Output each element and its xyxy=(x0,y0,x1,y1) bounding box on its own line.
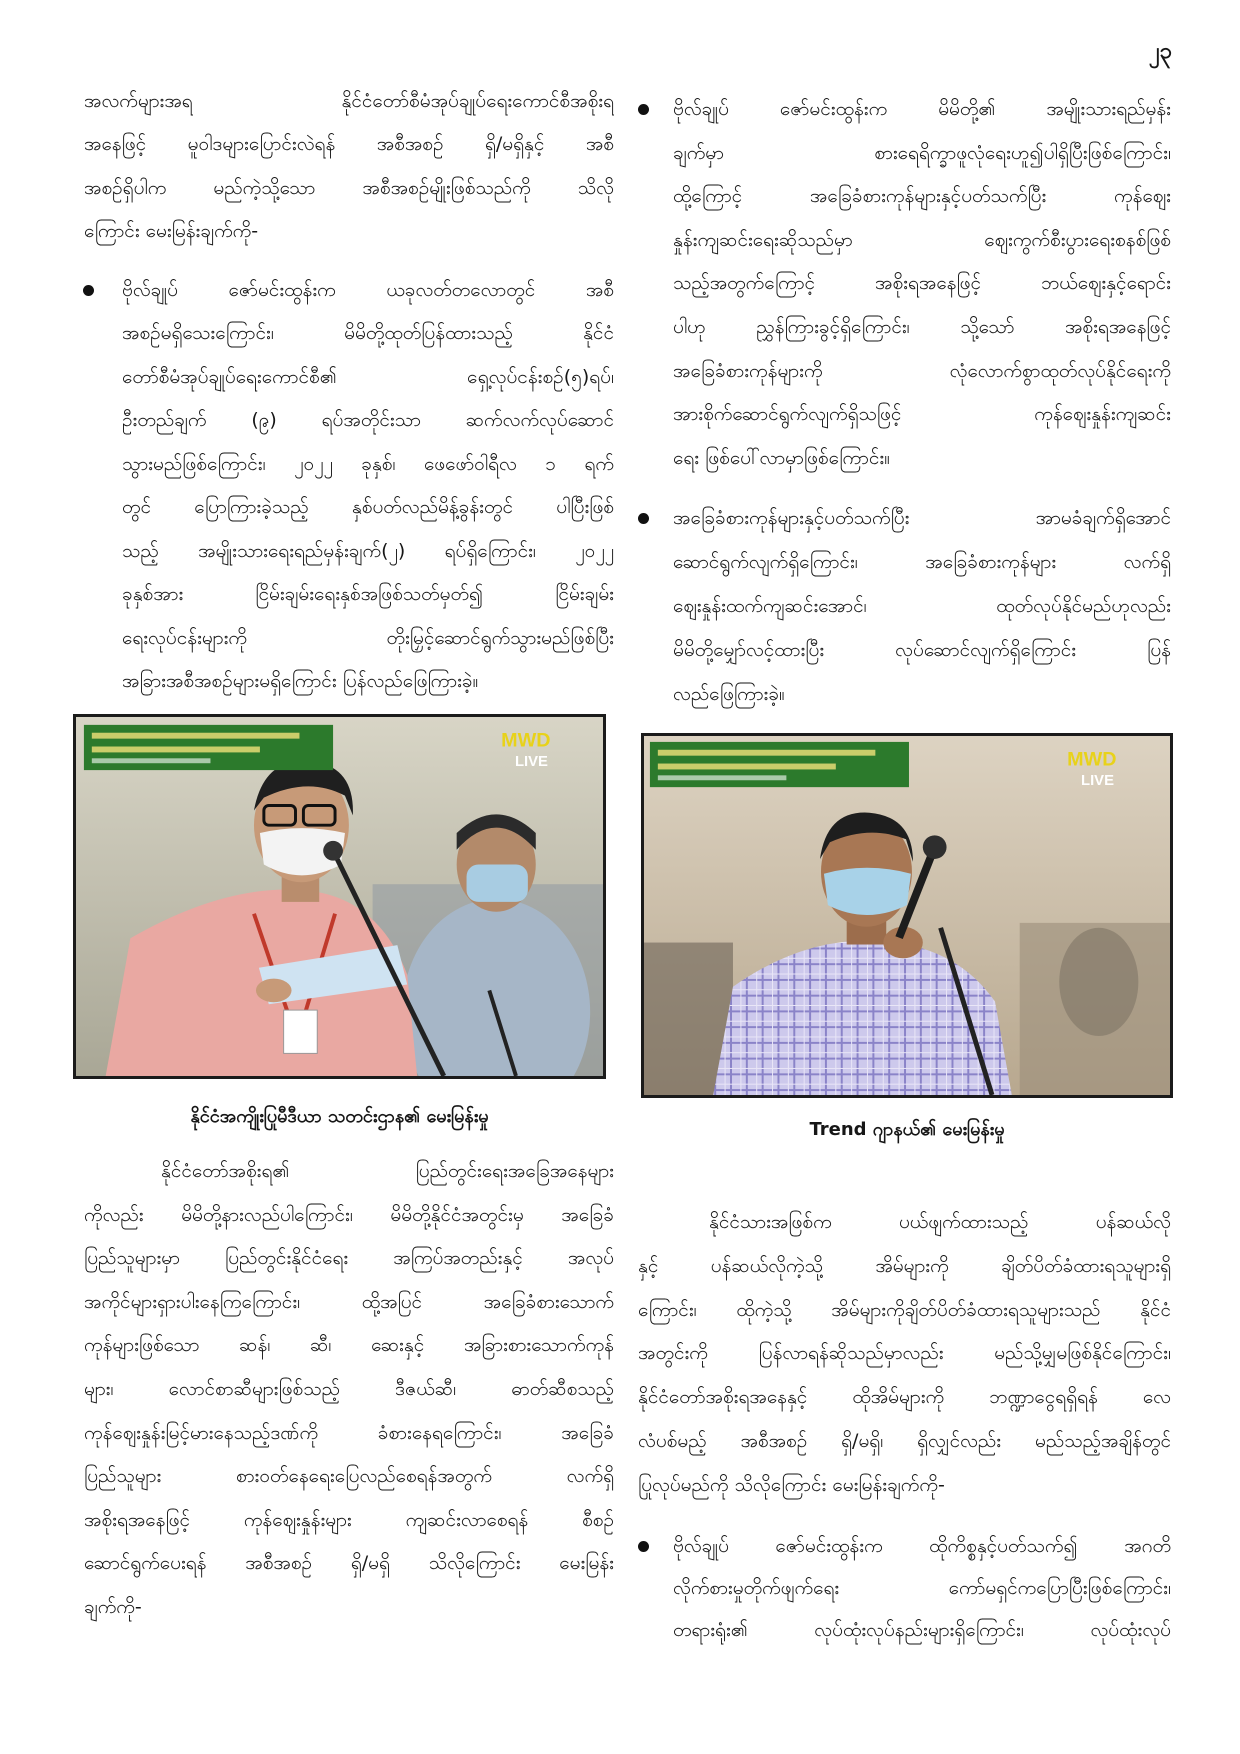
text-line: သည့် အမျိုးသားရေးရည်မှန်းချက်(၂) ရပ်ရှိကြောင်း၊ ၂၀၂၂ xyxy=(122,540,614,562)
text-line: ချက်ကို- xyxy=(84,1596,142,1618)
text-line: လိုက်စားမှုတိုက်ဖျက်ရေး ကော်မရှင်ကပြောပြီးဖြစ်ကြောင်း၊ xyxy=(673,1577,1171,1599)
text-line: သည့်အတွက်ကြောင့် အစိုးရအနေဖြင့် ဘယ်ဈေးနှင့်ရောင်း xyxy=(673,272,1171,294)
text-line: အခြားအစီအစဉ်များမရှိကြောင်း ပြန်လည်ဖြေကြားခဲ့။ xyxy=(122,670,479,692)
photo-caption: နိုင်ငံအကျိုးပြုမီဒီယာ သတင်းဌာန၏ မေးမြန်းမှု xyxy=(190,1106,489,1127)
text-line: နှုန်းကျဆင်းရေးဆိုသည်မှာ ဈေးကွက်စီးပွားရေးစနစ်ဖြစ် xyxy=(673,229,1171,251)
text-line: တရားရုံး၏ လုပ်ထုံးလုပ်နည်းများရှိကြောင်း၊ လုပ်ထုံးလုပ် xyxy=(673,1619,1171,1641)
text-line: သွားမည်ဖြစ်ကြောင်း၊ ၂၀၂၂ ခုနှစ်၊ ဖေဖော်ဝါရီလ ၁ ရက် xyxy=(122,453,614,475)
press-photo-right xyxy=(641,733,1173,1098)
id-badge xyxy=(284,1010,318,1053)
text-line: ပါဟု ညွှန်ကြားခွင့်ရှိကြောင်း၊ သို့သော် အစိုးရအနေဖြင့် xyxy=(673,316,1171,338)
text-line: နိုင်ငံတော်အစိုးရ၏ ပြည်တွင်းရေးအခြေအနေများ xyxy=(161,1160,614,1182)
text-line: မိမိတို့မျှော်လင့်ထားပြီး လုပ်ဆောင်လျက်ရှိကြောင်း ပြန် xyxy=(673,639,1171,661)
text-line: အခြေခံစားကုန်များကို လုံလောက်စွာထုတ်လုပ်နိုင်ရေးကို xyxy=(673,360,1171,382)
photo-caption: Trend ဂျာနယ်၏ မေးမြန်းမှု xyxy=(809,1119,1005,1140)
microphone-icon xyxy=(923,835,947,859)
text-line: ဆောင်ရွက်ပေးရန် အစီအစဉ် ရှိ/မရှိ သိလိုကြောင်း မေးမြန်း xyxy=(84,1552,614,1574)
text-line: များ၊ လောင်စာဆီများဖြစ်သည့် ဒီဇယ်ဆီ၊ ဓာတ်ဆီစသည့် xyxy=(84,1378,614,1400)
text-line: ဈေးနှုန်းထက်ကျဆင်းအောင်၊ ထုတ်လုပ်နိုင်မည်ဟုလည်း xyxy=(673,595,1171,617)
text-line: ဗိုလ်ချုပ် ဇော်မင်းထွန်းက ယခုလတ်တလောတွင် အစီ xyxy=(122,279,614,301)
text-line: အစိုးရအနေဖြင့် ကုန်ဈေးနှုန်းများ ကျဆင်းလာစေရန် စီစဉ် xyxy=(84,1509,614,1531)
bullet-icon xyxy=(638,1541,649,1552)
live-label: LIVE xyxy=(515,754,548,771)
text-line: ကုန်များဖြစ်သော ဆန်၊ ဆီ၊ ဆေးနှင့် အခြားစားသောက်ကုန် xyxy=(84,1334,614,1356)
text-line: ကုန်ဈေးနှုန်းမြင့်မားနေသည့်ဒဏ်ကို ခံစားနေရကြောင်း၊ အခြေခံ xyxy=(84,1422,614,1444)
text-line: ပြည်သူများ စားဝတ်နေရေးပြေလည်စေရန်အတွက် လက်ရှိ xyxy=(84,1465,614,1487)
text-line: နှင့် ပန်ဆယ်လိုကဲ့သို့ အိမ်များကို ချိတ်ပိတ်ခံထားရသူများရှိ xyxy=(638,1255,1171,1277)
bullet-icon xyxy=(638,104,649,115)
text-line: တွင် ပြောကြားခဲ့သည့် နှစ်ပတ်လည်မိန့်ခွန်းတွင် ပါပြီးဖြစ် xyxy=(122,496,614,518)
bullet-icon xyxy=(83,285,94,296)
text-line: အစဉ်မရှိသေးကြောင်း၊ မိမိတို့ထုတ်ပြန်ထားသည့် နိုင်ငံ xyxy=(122,322,614,344)
text-line: ကြောင်း မေးမြန်းချက်ကို- xyxy=(84,220,259,242)
text-line: အနေဖြင့် မူဝါဒများပြောင်းလဲရန် အစီအစဉ် ရှိ/မရှိနှင့် အစီ xyxy=(84,133,614,155)
text-line: လံပစ်မည့် အစီအစဉ် ရှိ/မရှိ၊ ရှိလျှင်လည်း မည်သည့်အချိန်တွင် xyxy=(638,1430,1171,1452)
text-line: အခြေခံစားကုန်များနှင့်ပတ်သက်ပြီး အာမခံချက်ရှိအောင် xyxy=(673,507,1171,529)
text-line: တော်စီမံအုပ်ချုပ်ရေးကောင်စီ၏ ရှေ့လုပ်ငန်းစဉ်(၅)ရပ်၊ xyxy=(122,366,614,388)
text-line: ရေး ဖြစ်ပေါ်လာမှာဖြစ်ကြောင်း။ xyxy=(673,447,890,469)
text-line: ကိုလည်း မိမိတို့နားလည်ပါကြောင်း၊ မိမိတို့နိုင်ငံအတွင်းမှ အခြေခံ xyxy=(84,1204,614,1226)
broadcast-banner xyxy=(84,725,333,770)
text-line: ကြောင်း၊ ထိုကဲ့သို့ အိမ်များကိုချိတ်ပိတ်ခံထားရသူများသည် နိုင်ငံ xyxy=(638,1299,1171,1321)
bullet-icon xyxy=(638,513,649,524)
logo-text: MWD xyxy=(1067,748,1117,771)
text-line: ခုနှစ်အား ငြိမ်းချမ်းရေးနှစ်အဖြစ်သတ်မှတ်၍ ငြိမ်းချမ်း xyxy=(122,583,614,605)
text-line: အားစိုက်ဆောင်ရွက်လျက်ရှိသဖြင့် ကုန်ဈေးနှုန်းကျဆင်း xyxy=(673,403,1171,425)
live-label: LIVE xyxy=(1081,773,1114,790)
broadcast-banner xyxy=(650,742,909,787)
reporter-photo xyxy=(76,717,603,1076)
text-line: ဗိုလ်ချုပ် ဇော်မင်းထွန်းက ထိုကိစ္စနှင့်ပတ်သက်၍ အဂတိ xyxy=(673,1535,1171,1557)
text-line: လည်ဖြေကြားခဲ့။ xyxy=(673,683,785,705)
text-line: ဆောင်ရွက်လျက်ရှိကြောင်း၊ အခြေခံစားကုန်များ လက်ရှိ xyxy=(673,551,1171,573)
page-number: ၂၃ xyxy=(1148,39,1172,64)
text-line: ဦးတည်ချက် (၉) ရပ်အတိုင်းသာ ဆက်လက်လုပ်ဆောင် xyxy=(122,409,614,431)
face-mask xyxy=(824,868,911,915)
text-line: ပြုလုပ်မည်ကို သိလိုကြောင်း မေးမြန်းချက်ကို- xyxy=(638,1474,945,1496)
journalist-photo xyxy=(644,736,1170,1095)
text-line: နိုင်ငံသားအဖြစ်က ပယ်ဖျက်ထားသည့် ပန်ဆယ်လို xyxy=(709,1211,1171,1233)
text-line: အစဉ်ရှိပါက မည်ကဲ့သို့သော အစီအစဉ်မျိုးဖြစ်သည်ကို သိလို xyxy=(84,177,614,199)
text-line: အလက်များအရ နိုင်ငံတော်စီမံအုပ်ချုပ်ရေးကောင်စီအစိုးရ xyxy=(84,90,614,112)
text-line: အတွင်းကို ပြန်လာရန်ဆိုသည်မှာလည်း မည်သို့မျှမဖြစ်နိုင်ကြောင်း၊ xyxy=(638,1342,1171,1364)
press-photo-left xyxy=(73,714,606,1079)
text-line: ပြည်သူများမှာ ပြည်တွင်းနိုင်ငံရေး အကြပ်အတည်းနှင့် အလုပ် xyxy=(84,1247,614,1269)
text-line: ဗိုလ်ချုပ် ဇော်မင်းထွန်းက မိမိတို့၏ အမျိုးသားရည်မှန်း xyxy=(673,98,1171,120)
text-line: ရေးလုပ်ငန်းများကို တိုးမြှင့်ဆောင်ရွက်သွားမည်ဖြစ်ပြီး xyxy=(122,627,614,649)
logo-text: MWD xyxy=(501,729,551,752)
text-line: ချက်မှာ စားရေရိက္ခာဖူလုံရေးဟူ၍ပါရှိပြီးဖြစ်ကြောင်း၊ xyxy=(673,142,1171,164)
text-line: ထို့ကြောင့် အခြေခံစားကုန်များနှင့်ပတ်သက်ပြီး ကုန်ဈေး xyxy=(673,185,1171,207)
text-line: အကိုင်များရှားပါးနေကြကြောင်း၊ ထို့အပြင် အခြေခံစားသောက် xyxy=(84,1291,614,1313)
microphone-icon xyxy=(323,841,343,861)
text-line: နိုင်ငံတော်အစိုးရအနေနှင့် ထိုအိမ်များကို ဘဏ္ဍာငွေရရှိရန် လေ xyxy=(638,1386,1171,1408)
